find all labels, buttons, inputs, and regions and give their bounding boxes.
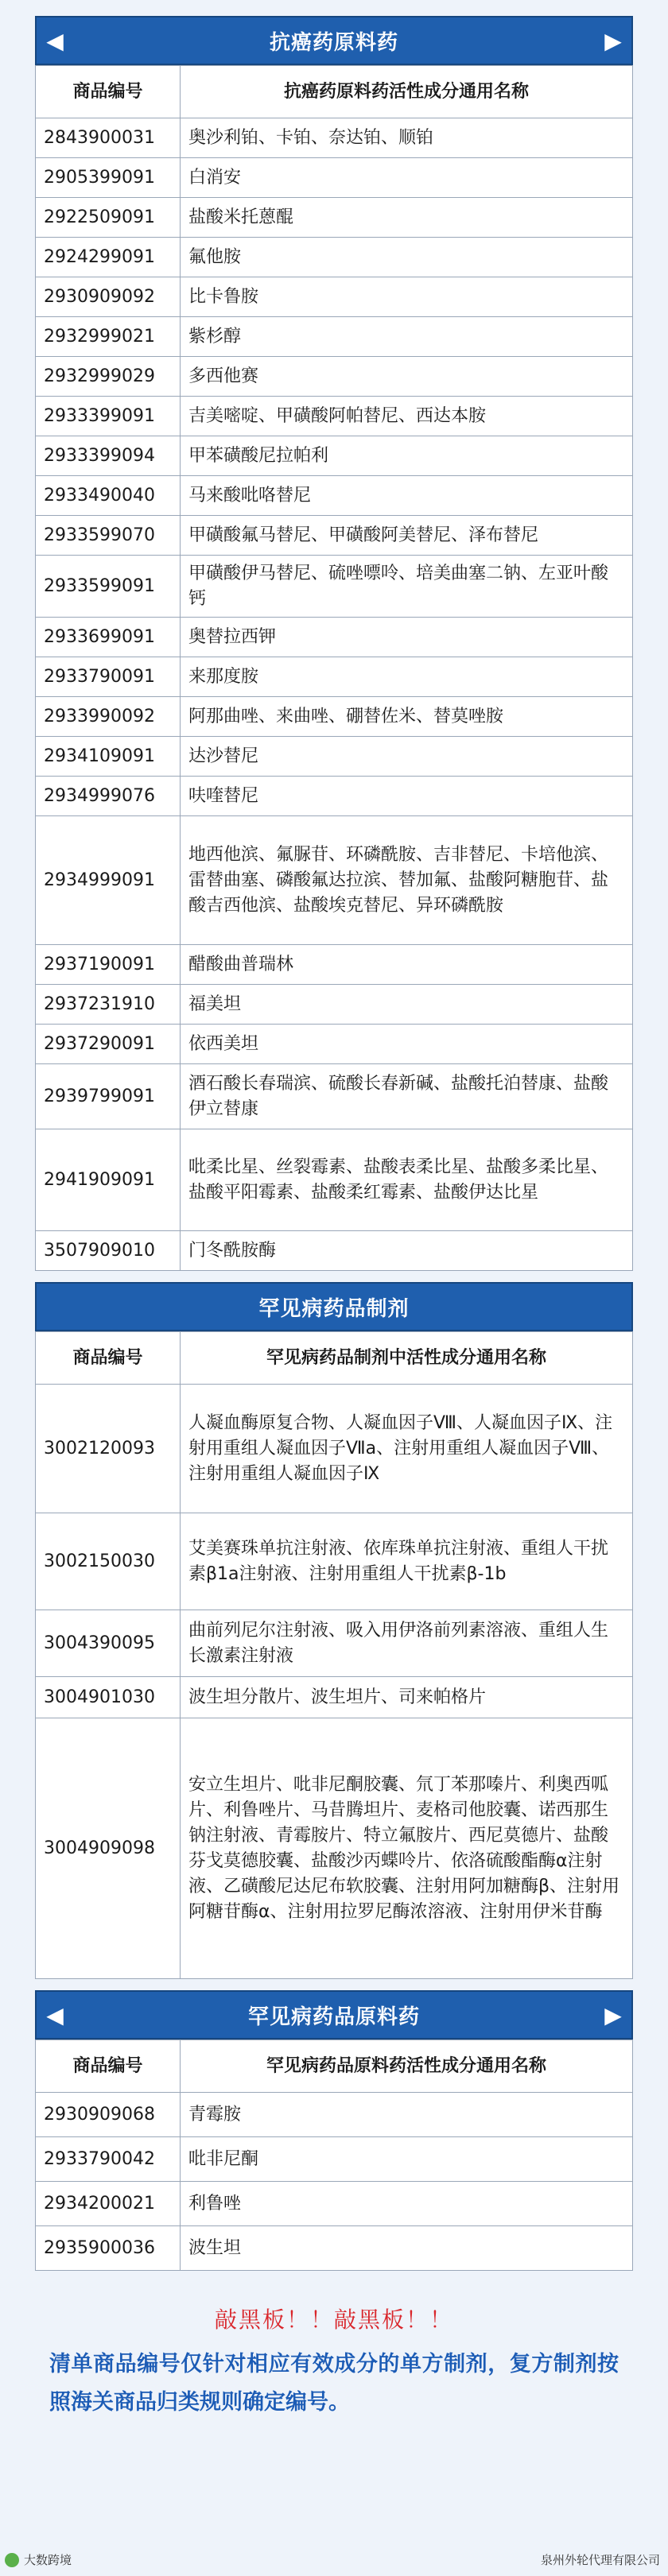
note-text: 清单商品编号仅针对相应有效成分的单方制剂，复方制剂按照海关商品归类规则确定编号。 <box>49 2352 619 2415</box>
ingredient-name: 艾美赛珠单抗注射液、依库珠单抗注射液、重组人干扰素β1a注射液、注射用重组人干扰素β-1b <box>181 1513 633 1610</box>
ingredient-name: 白消安 <box>181 158 633 198</box>
table-row <box>36 476 633 516</box>
commodity-code: 2937190091 <box>36 945 181 985</box>
table-row <box>36 777 633 816</box>
table-row <box>36 1610 633 1677</box>
commodity-code: 3004390095 <box>36 1610 181 1677</box>
commodity-code: 3004909098 <box>36 1718 181 1979</box>
table-row <box>36 618 633 657</box>
commodity-code: 2932999029 <box>36 357 181 397</box>
footer-left-text: 大数跨境 <box>24 2553 72 2567</box>
commodity-code: 2922509091 <box>36 198 181 238</box>
warning-text: 敲黑板！！敲黑板！！ <box>214 2307 453 2333</box>
commodity-code: 2941909091 <box>36 1129 181 1231</box>
footer-company: 泉州外轮代理有限公司 <box>540 2553 660 2567</box>
section-header <box>35 1990 633 2039</box>
drug-table <box>35 2039 633 2271</box>
table-row <box>36 1231 633 1271</box>
ingredient-name: 甲苯磺酸尼拉帕利 <box>181 436 633 476</box>
table-row <box>36 277 633 317</box>
commodity-code: 2934999091 <box>36 816 181 945</box>
table-row <box>36 436 633 476</box>
commodity-code: 2934109091 <box>36 737 181 777</box>
commodity-code: 2933490040 <box>36 476 181 516</box>
commodity-code: 2933399094 <box>36 436 181 476</box>
table-row <box>36 357 633 397</box>
table-row <box>36 397 633 436</box>
section-header <box>35 1282 633 1331</box>
table-row <box>36 158 633 198</box>
ingredient-name: 青霉胺 <box>181 2093 633 2137</box>
section-title: 罕见病药品制剂 <box>258 1296 410 1321</box>
ingredient-name: 奥沙利铂、卡铂、奈达铂、顺铂 <box>181 118 633 158</box>
table-header-row <box>36 1332 633 1385</box>
table-row <box>36 1064 633 1129</box>
table-row <box>36 737 633 777</box>
drug-table <box>35 1331 633 1979</box>
ingredient-name: 波生坦 <box>181 2226 633 2271</box>
commodity-code: 2933599091 <box>36 556 181 618</box>
drug-table <box>35 65 633 1271</box>
table-row <box>36 2093 633 2137</box>
table-row <box>36 2137 633 2182</box>
column-header-code: 商品编号 <box>36 66 181 118</box>
table-row <box>36 556 633 618</box>
commodity-code: 2930909092 <box>36 277 181 317</box>
table-row <box>36 1677 633 1718</box>
ingredient-name: 门冬酰胺酶 <box>181 1231 633 1271</box>
commodity-code: 2935900036 <box>36 2226 181 2271</box>
commodity-code: 3002150030 <box>36 1513 181 1610</box>
ingredient-name: 盐酸米托蒽醌 <box>181 198 633 238</box>
commodity-code: 2924299091 <box>36 238 181 277</box>
table-row <box>36 198 633 238</box>
commodity-code: 2930909068 <box>36 2093 181 2137</box>
arrow-left-icon: ◀ <box>46 27 64 54</box>
commodity-code: 3507909010 <box>36 1231 181 1271</box>
section-title: 罕见病药品原料药 <box>247 2005 420 2029</box>
table-row <box>36 657 633 697</box>
commodity-code: 2932999021 <box>36 317 181 357</box>
ingredient-name: 吉美嘧啶、甲磺酸阿帕替尼、西达本胺 <box>181 397 633 436</box>
commodity-code: 2933399091 <box>36 397 181 436</box>
commodity-code: 3004901030 <box>36 1677 181 1718</box>
table-row <box>36 816 633 945</box>
ingredient-name: 曲前列尼尔注射液、吸入用伊洛前列素溶液、重组人生长激素注射液 <box>181 1610 633 1677</box>
ingredient-name: 利鲁唑 <box>181 2182 633 2226</box>
table-row <box>36 985 633 1025</box>
table-row <box>36 1718 633 1979</box>
commodity-code: 2934999076 <box>36 777 181 816</box>
table-row <box>36 118 633 158</box>
ingredient-name: 波生坦分散片、波生坦片、司来帕格片 <box>181 1677 633 1718</box>
ingredient-name: 紫杉醇 <box>181 317 633 357</box>
column-header-code: 商品编号 <box>36 1332 181 1385</box>
arrow-right-icon: ▶ <box>604 2001 622 2028</box>
ingredient-name: 福美坦 <box>181 985 633 1025</box>
commodity-code: 2933990092 <box>36 697 181 737</box>
commodity-code: 2933790091 <box>36 657 181 697</box>
ingredient-name: 奥替拉西钾 <box>181 618 633 657</box>
table-row <box>36 697 633 737</box>
table-row <box>36 2182 633 2226</box>
ingredient-name: 多西他赛 <box>181 357 633 397</box>
table-row <box>36 1025 633 1064</box>
commodity-code: 2937290091 <box>36 1025 181 1064</box>
section-title: 抗癌药原料药 <box>269 30 398 55</box>
ingredient-name: 吡非尼酮 <box>181 2137 633 2182</box>
ingredient-name: 阿那曲唑、来曲唑、硼替佐米、替莫唑胺 <box>181 697 633 737</box>
ingredient-name: 达沙替尼 <box>181 737 633 777</box>
ingredient-name: 安立生坦片、吡非尼酮胶囊、氘丁苯那嗪片、利奥西呱片、利鲁唑片、马昔腾坦片、麦格司他胶囊、诺西那生钠注射液、青霉胺片、特立氟胺片、西尼莫德片、盐酸芬戈莫德胶囊、盐酸沙丙蝶呤片、依洛硫酸酯酶α注射液、乙磺酸尼达尼布软胶囊、注射用阿加糖酶β、注射用阿糖苷酶α、注射用拉罗尼酶浓溶液、注射用伊米苷酶 <box>181 1718 633 1979</box>
ingredient-name: 人凝血酶原复合物、人凝血因子Ⅷ、人凝血因子Ⅸ、注射用重组人凝血因子Ⅶa、注射用重组人凝血因子Ⅷ、注射用重组人凝血因子Ⅸ <box>181 1385 633 1513</box>
table-row <box>36 2226 633 2271</box>
commodity-code: 2933790042 <box>36 2137 181 2182</box>
ingredient-name: 甲磺酸伊马替尼、硫唑嘌呤、培美曲塞二钠、左亚叶酸钙 <box>181 556 633 618</box>
ingredient-name: 地西他滨、氟脲苷、环磷酰胺、吉非替尼、卡培他滨、雷替曲塞、磷酸氟达拉滨、替加氟、盐酸阿糖胞苷、盐酸吉西他滨、盐酸埃克替尼、异环磷酰胺 <box>181 816 633 945</box>
wechat-icon <box>5 2553 19 2567</box>
ingredient-name: 马来酸吡咯替尼 <box>181 476 633 516</box>
column-header-name: 罕见病药品制剂中活性成分通用名称 <box>181 1332 633 1385</box>
commodity-code: 2905399091 <box>36 158 181 198</box>
ingredient-name: 醋酸曲普瑞林 <box>181 945 633 985</box>
table-row <box>36 1513 633 1610</box>
column-header-name: 罕见病药品原料药活性成分通用名称 <box>181 2040 633 2093</box>
ingredient-name: 来那度胺 <box>181 657 633 697</box>
commodity-code: 2933699091 <box>36 618 181 657</box>
table-header-row <box>36 66 633 118</box>
ingredient-name: 吡柔比星、丝裂霉素、盐酸表柔比星、盐酸多柔比星、盐酸平阳霉素、盐酸柔红霉素、盐酸伊达比星 <box>181 1129 633 1231</box>
page <box>35 0 633 2422</box>
table-row <box>36 1385 633 1513</box>
footer <box>0 2543 668 2576</box>
commodity-code: 2843900031 <box>36 118 181 158</box>
ingredient-name: 呋喹替尼 <box>181 777 633 816</box>
table-row <box>36 1129 633 1231</box>
arrow-right-icon: ▶ <box>604 27 622 54</box>
column-header-code: 商品编号 <box>36 2040 181 2093</box>
ingredient-name: 比卡鲁胺 <box>181 277 633 317</box>
table-row <box>36 945 633 985</box>
table-header-row <box>36 2040 633 2093</box>
ingredient-name: 氟他胺 <box>181 238 633 277</box>
table-row <box>36 516 633 556</box>
table-row <box>36 317 633 357</box>
ingredient-name: 酒石酸长春瑞滨、硫酸长春新碱、盐酸托泊替康、盐酸伊立替康 <box>181 1064 633 1129</box>
footer-source <box>0 2551 72 2568</box>
column-header-name: 抗癌药原料药活性成分通用名称 <box>181 66 633 118</box>
ingredient-name: 依西美坦 <box>181 1025 633 1064</box>
commodity-code: 3002120093 <box>36 1385 181 1513</box>
commodity-code: 2937231910 <box>36 985 181 1025</box>
arrow-left-icon: ◀ <box>46 2001 64 2028</box>
commodity-code: 2939799091 <box>36 1064 181 1129</box>
commodity-code: 2933599070 <box>36 516 181 556</box>
ingredient-name: 甲磺酸氟马替尼、甲磺酸阿美替尼、泽布替尼 <box>181 516 633 556</box>
table-row <box>36 238 633 277</box>
section-header <box>35 16 633 65</box>
commodity-code: 2934200021 <box>36 2182 181 2226</box>
